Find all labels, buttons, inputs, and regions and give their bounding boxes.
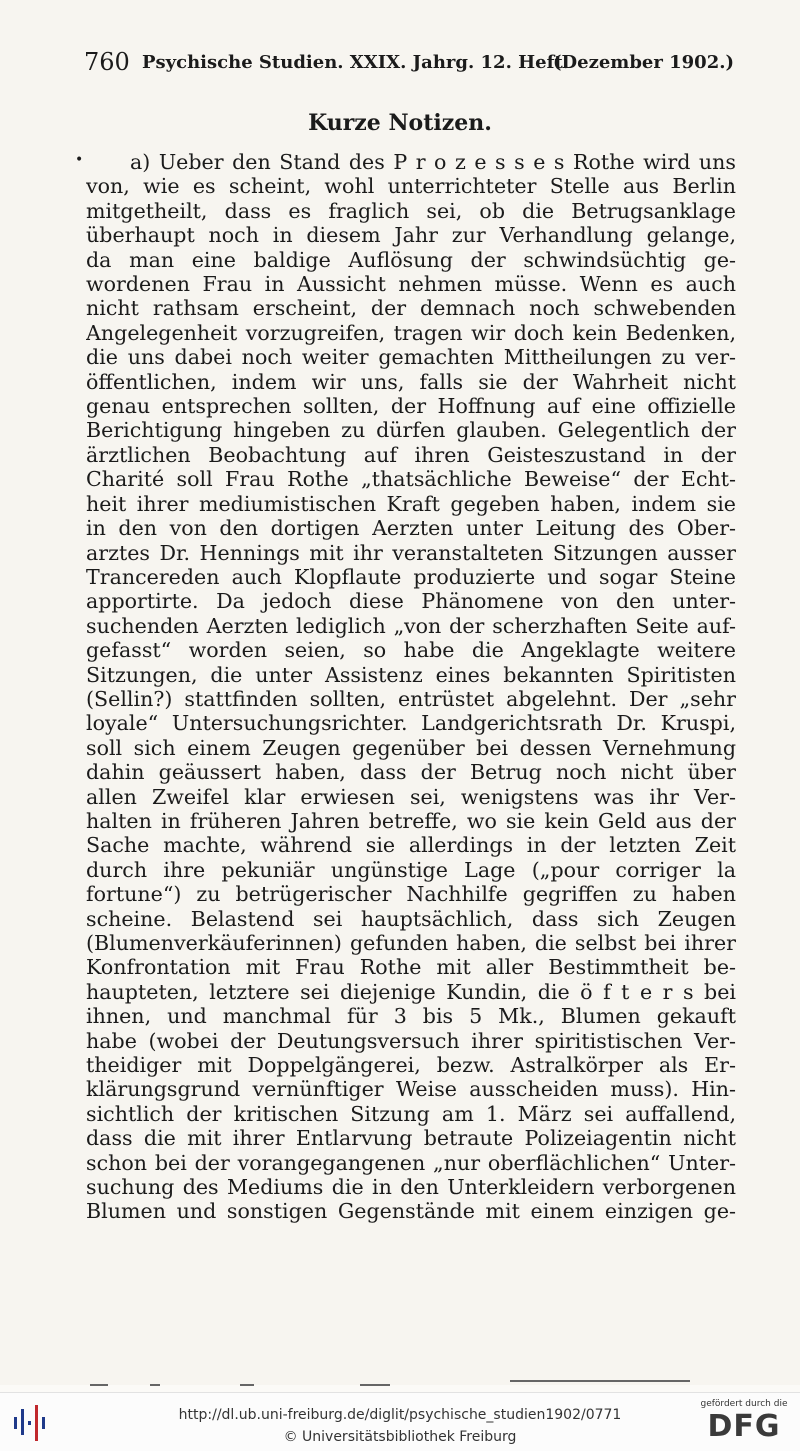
text-line: klärungsgrund vernünftiger Weise ausscheiden muss). Hin- bbox=[86, 1077, 736, 1102]
text-line: überhaupt noch in diesem Jahr zur Verhandlung gelange, bbox=[86, 223, 736, 248]
text-line: Trancereden auch Klopflaute produzierte und sogar Steine bbox=[86, 564, 736, 589]
text-line: durch ihre pekuniär ungünstige Lage („pour corriger la bbox=[86, 857, 736, 882]
text-line: Angelegenheit vorzugreifen, tragen wir doch kein Bedenken, bbox=[86, 320, 736, 345]
text-line: Konfrontation mit Frau Rothe mit aller Bestimmtheit be- bbox=[86, 955, 736, 980]
text-line: a) Ueber den Stand des P r o z e s s e s Rothe wird uns bbox=[130, 150, 736, 174]
text-line: theidiger mit Doppelgängerei, bezw. Astralkörper als Er- bbox=[86, 1053, 736, 1078]
text-line: arztes Dr. Hennings mit ihr veranstalteten Sitzungen ausser bbox=[86, 540, 736, 565]
text-line: dahin geäussert haben, dass der Betrug noch nicht über bbox=[86, 760, 736, 785]
text-line: nicht rathsam erscheint, der demnach noch schwebenden bbox=[86, 296, 736, 321]
text-line: soll sich einem Zeugen gegenüber bei dessen Vernehmung bbox=[86, 735, 736, 760]
text-line: da man eine baldige Auflösung der schwindsüchtig ge- bbox=[86, 247, 736, 272]
text-line: Sitzungen, die unter Assistenz eines bekannten Spiritisten bbox=[86, 662, 736, 687]
copyright-notice: © Universitätsbibliothek Freiburg bbox=[283, 1429, 517, 1445]
dfg-funding-badge[interactable] bbox=[696, 1399, 792, 1447]
text-line: (Blumenverkäuferinnen) gefunden haben, die selbst bei ihrer bbox=[86, 931, 736, 955]
issue-date: (Dezember 1902.) bbox=[553, 52, 734, 73]
text-line: (Sellin?) stattfinden sollten, entrüstet abgelehnt. Der „sehr bbox=[86, 686, 736, 711]
text-line: suchung des Mediums die in den Unterkleidern verborgenen bbox=[86, 1175, 736, 1200]
text-line: von, wie es scheint, wohl unterrichteter Stelle aus Berlin bbox=[86, 174, 736, 199]
funded-by-label: gefördert durch die bbox=[700, 1399, 788, 1409]
text-line: suchenden Aerzten lediglich „von der scherzhaften Seite auf- bbox=[86, 613, 736, 638]
text-line: scheine. Belastend sei hauptsächlich, dass sich Zeugen bbox=[86, 906, 736, 931]
text-line: gefasst“ worden seien, so habe die Angeklagte weitere bbox=[86, 638, 736, 663]
text-line: die uns dabei noch weiter gemachten Mittheilungen zu ver- bbox=[86, 345, 736, 370]
article-body bbox=[86, 150, 736, 1224]
text-line: wordenen Frau in Aussicht nehmen müsse. Wenn es auch bbox=[86, 272, 736, 297]
text-line: loyale“ Untersuchungsrichter. Landgerichtsrath Dr. Kruspi, bbox=[86, 711, 736, 736]
page-number: 760 bbox=[84, 48, 130, 76]
page-header bbox=[84, 48, 734, 82]
bottom-margin-marks bbox=[90, 1380, 740, 1390]
text-line: ihnen, und manchmal für 3 bis 5 Mk., Blumen gekauft bbox=[86, 1004, 736, 1029]
text-line: habe (wobei der Deutungsversuch ihrer spiritistischen Ver- bbox=[86, 1028, 736, 1053]
text-line: heit ihrer mediumistischen Kraft gegeben haben, indem sie bbox=[86, 491, 736, 516]
text-line: fortune“) zu betrügerischer Nachhilfe gegriffen zu haben bbox=[86, 882, 736, 907]
running-head: Psychische Studien. XXIX. Jahrg. 12. Heft. bbox=[142, 52, 569, 73]
section-title: Kurze Notizen. bbox=[308, 110, 492, 136]
text-line: Sache machte, während sie allerdings in der letzten Zeit bbox=[86, 833, 736, 858]
text-line: Blumen und sonstigen Gegenstände mit einem einzigen ge- bbox=[86, 1199, 736, 1224]
dfg-logo: DFG bbox=[707, 1409, 781, 1444]
text-line: allen Zweifel klar erwiesen sei, wenigstens was ihr Ver- bbox=[86, 784, 736, 809]
text-line: halten in früheren Jahren betreffe, wo sie kein Geld aus der bbox=[86, 808, 736, 833]
text-line: ärztlichen Beobachtung auf ihren Geisteszustand in der bbox=[86, 442, 736, 467]
text-line: sichtlich der kritischen Sitzung am 1. März sei auffallend, bbox=[86, 1101, 736, 1126]
text-line: Berichtigung hingeben zu dürfen glauben. Gelegentlich der bbox=[86, 418, 736, 443]
source-url[interactable]: http://dl.ub.uni-freiburg.de/diglit/psychische_studien1902/0771 bbox=[178, 1407, 622, 1423]
text-line: mitgetheilt, dass es fraglich sei, ob die Betrugsanklage bbox=[86, 198, 736, 223]
text-line: in den von den dortigen Aerzten unter Leitung des Ober- bbox=[86, 516, 736, 541]
text-line: öffentlichen, indem wir uns, falls sie der Wahrheit nicht bbox=[86, 369, 736, 394]
viewer-footer bbox=[0, 1392, 800, 1451]
text-line: Charité soll Frau Rothe „thatsächliche Beweise“ der Echt- bbox=[86, 467, 736, 492]
text-line: dass die mit ihrer Entlarvung betraute Polizeiagentin nicht bbox=[86, 1126, 736, 1151]
text-line: haupteten, letztere sei diejenige Kundin, die ö f t e r s bei bbox=[86, 979, 736, 1004]
margin-mark: • bbox=[75, 152, 84, 168]
text-line: schon bei der vorangegangenen „nur oberflächlichen“ Unter- bbox=[86, 1150, 736, 1175]
text-line: apportirte. Da jedoch diese Phänomene von den unter- bbox=[86, 589, 736, 614]
text-line: genau entsprechen sollten, der Hoffnung auf eine offizielle bbox=[86, 394, 736, 419]
